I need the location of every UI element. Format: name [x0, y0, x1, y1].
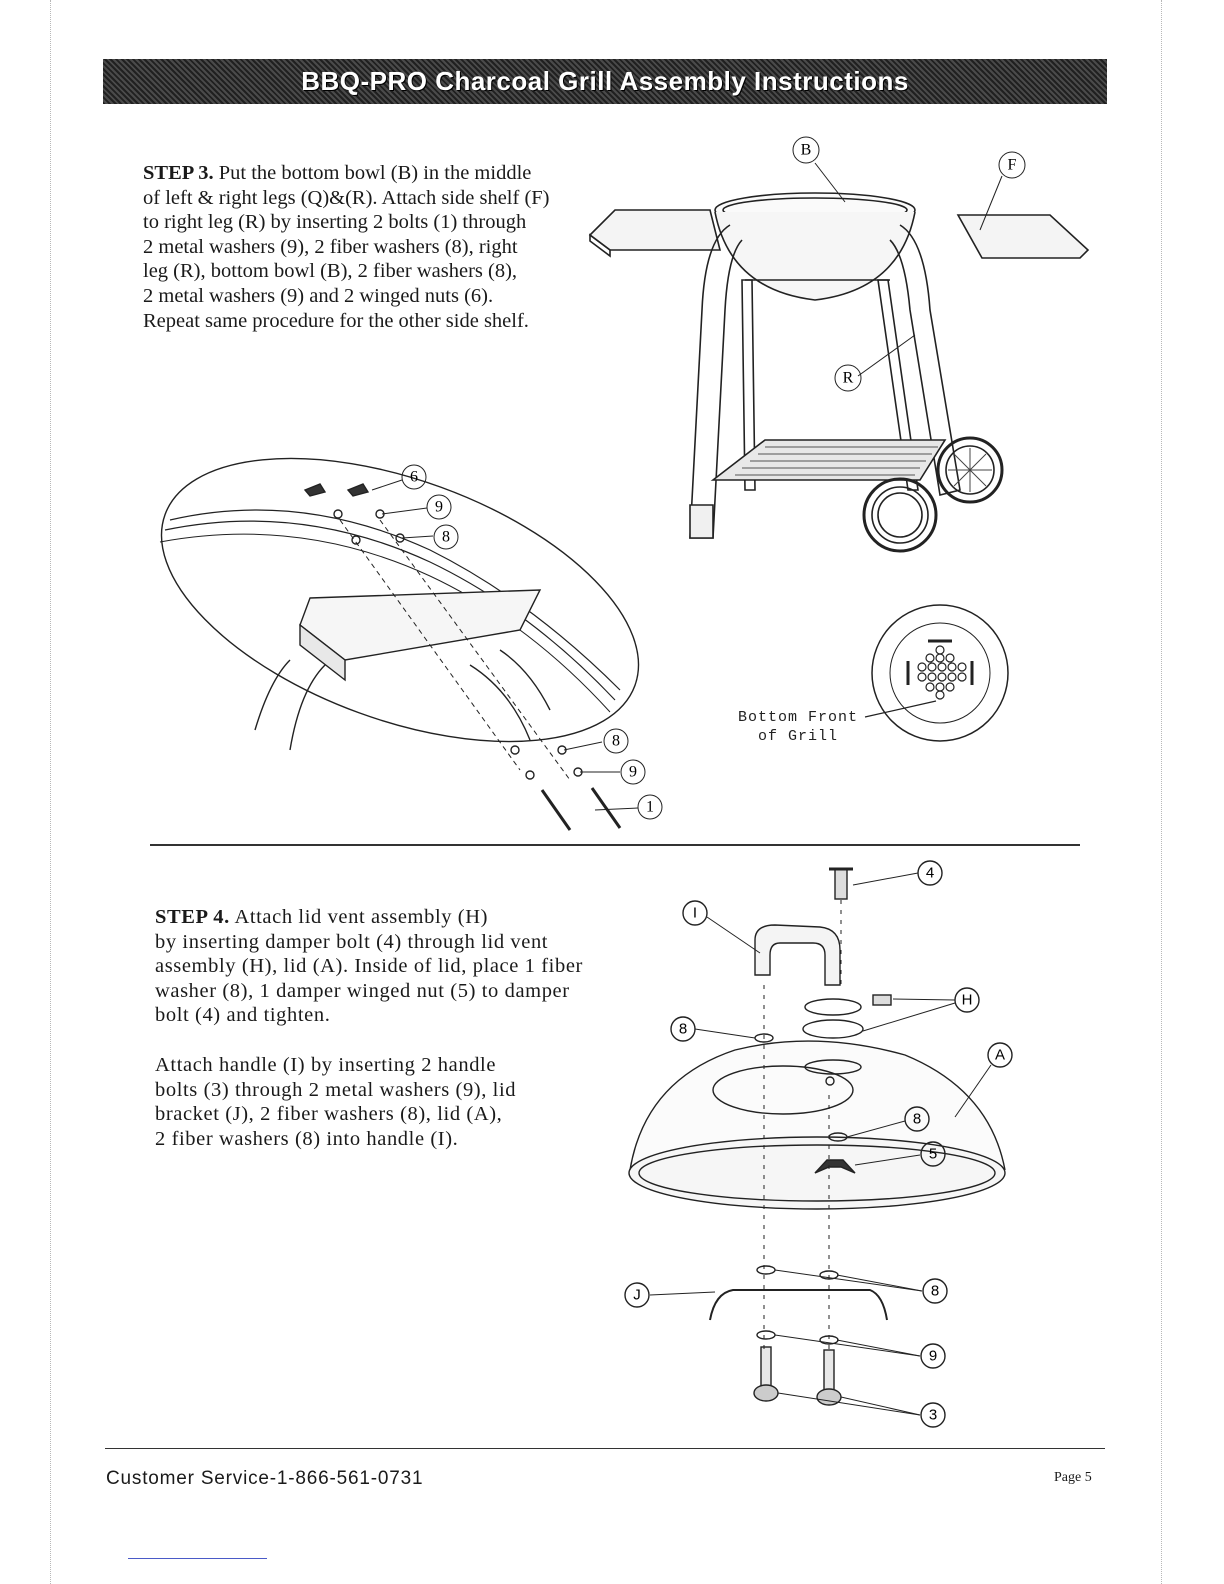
bottom-vent-inset — [860, 605, 1020, 765]
lid-exploded-diagram — [615, 855, 1015, 1435]
page-number: Page 5 — [1054, 1470, 1092, 1485]
inset-caption-line1: Bottom Front — [737, 709, 859, 726]
callout-6: 6 — [410, 468, 418, 486]
footer-divider — [105, 1448, 1105, 1449]
section-divider — [150, 844, 1080, 846]
step3-instructions — [143, 161, 613, 333]
step4-label: STEP 4. — [155, 906, 230, 928]
title-bar — [103, 59, 1107, 104]
callout-8-bracket: 8 — [930, 1282, 940, 1300]
step3-text: Put the bottom bowl (B) in the middle of left & right legs (Q)&(R). Attach side shelf (F) to right leg (R) by inserting 2 bolts (1) through 2 metal washers (9), 2 fiber washers (8), right leg (R), bottom bowl (B), 2 fiber washers (8), 2 metal washers (9) and 2 winged nuts (6). Repeat same procedure for the other side shelf. — [143, 162, 550, 332]
callout-5: 5 — [928, 1145, 938, 1163]
callout-8-vent: 8 — [678, 1020, 688, 1038]
customer-service-number: Customer Service-1-866-561-0731 — [106, 1468, 424, 1489]
callout-r: R — [842, 369, 854, 387]
callout-i: I — [692, 904, 698, 922]
step4-instructions — [155, 905, 635, 1028]
step4-text: Attach lid vent assembly (H) by inserting damper bolt (4) through lid vent assembly (H), lid (A). Inside of lid, place 1 fiber washer (8), 1 damper winged nut (5) to damper bolt (4) and tighten. — [155, 906, 583, 1027]
shelf-attachment-detail — [150, 450, 670, 850]
callout-f: F — [1007, 156, 1017, 174]
callout-1: 1 — [646, 798, 654, 816]
callout-a: A — [994, 1046, 1006, 1064]
callout-b: B — [800, 141, 812, 159]
inset-caption-line2: of Grill — [757, 728, 838, 745]
callout-j: J — [633, 1286, 641, 1304]
callout-8-inside: 8 — [912, 1110, 922, 1128]
callout-9-bottom: 9 — [629, 763, 637, 781]
step4-handle-instructions: Attach handle (I) by inserting 2 handle bolts (3) through 2 metal washers (9), lid bracket (J), 2 fiber washers (8), lid (A), 2 fiber washers (8) into handle (I). — [155, 1054, 517, 1150]
page-title: BBQ-PRO Charcoal Grill Assembly Instructions — [301, 66, 909, 96]
step3-label: STEP 3. — [143, 162, 214, 184]
callout-8-top: 8 — [442, 528, 450, 546]
callout-8-bottom: 8 — [612, 732, 620, 750]
callout-3: 3 — [928, 1406, 938, 1424]
callout-h: H — [961, 991, 973, 1009]
callout-4: 4 — [925, 864, 935, 882]
bottom-rule — [128, 1558, 267, 1559]
callout-9-lid: 9 — [928, 1347, 938, 1365]
callout-9-top: 9 — [435, 498, 443, 516]
